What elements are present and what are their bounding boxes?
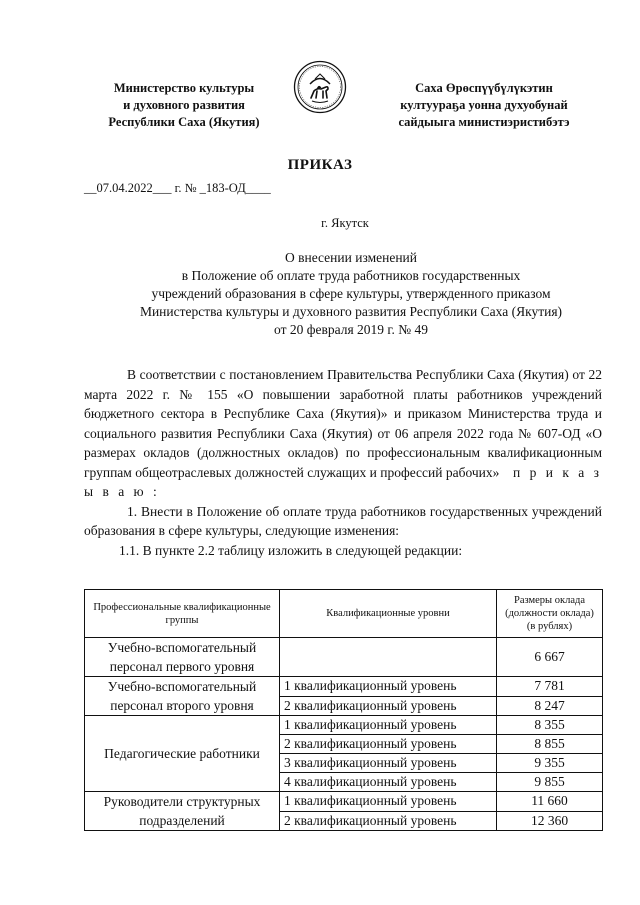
document-city: г. Якутск xyxy=(321,216,369,230)
subject-line: от 20 февраля 2019 г. № 49 xyxy=(274,322,428,337)
table-row xyxy=(85,716,603,735)
level-cell xyxy=(280,638,497,677)
clause-1: 1. Внести в Положение об оплате труда работников государственных учреждений образования в сфере культуры, следующие изменения: xyxy=(84,503,602,538)
subject-line: Министерства культуры и духовного развития Республики Саха (Якутия) xyxy=(139,304,563,319)
document-number: __07.04.2022___ г. № _183-ОД____ xyxy=(84,181,271,195)
level-cell: 3 квалификационный уровень xyxy=(280,754,497,773)
preamble-paragraph xyxy=(84,365,602,502)
subject-line: О внесении изменений xyxy=(284,250,418,265)
ministry-name-sakha-line: сайдыыга министиэристибэтэ xyxy=(398,115,570,129)
preamble-text: В соответствии с постановлением Правительства Республики Саха (Якутия) от 22 марта 2022 г. № 155 «О повышении заработной платы работников учреждений бюджетного сектора в Республике Саха (Якутия)» и приказом Министерства труда и социального развития Республики Саха (Якутия) от 06 апреля 2022 года № 607-ОД «О размерах окладов (должностных окладов) по профессиональным квалификационным группам общеотраслевых должностей служащих и профессий рабочих» xyxy=(84,367,602,480)
subject-line: в Положение об оплате труда работников государственных xyxy=(181,268,521,283)
level-cell: 4 квалификационный уровень xyxy=(280,773,497,792)
ministry-name-sakha-line: култуураҕа уонна духуобунай xyxy=(400,98,568,112)
level-cell: 2 квалификационный уровень xyxy=(280,696,497,716)
level-cell: 1 квалификационный уровень xyxy=(280,677,497,697)
salary-cell: 12 360 xyxy=(497,811,603,831)
level-cell: 2 квалификационный уровень xyxy=(280,735,497,754)
ministry-name-sakha xyxy=(364,80,604,131)
level-cell: 1 квалификационный уровень xyxy=(280,716,497,735)
ministry-name-ru-line: и духовного развития xyxy=(123,98,245,112)
group-cell: Учебно-вспомогательный персонал первого уровня xyxy=(85,638,280,677)
document-subject xyxy=(96,249,606,339)
table-row xyxy=(85,677,603,697)
republic-emblem-icon xyxy=(293,60,347,114)
table-header-row xyxy=(85,590,603,638)
document-title: ПРИКАЗ xyxy=(287,157,353,173)
salary-cell: 8 355 xyxy=(497,716,603,735)
ministry-name-ru-line: Министерство культуры xyxy=(113,81,255,95)
header-level: Квалификационные уровни xyxy=(280,590,497,638)
salary-table xyxy=(84,589,603,831)
ministry-name-ru xyxy=(84,80,284,131)
clause-1-1: 1.1. В пункте 2.2 таблицу изложить в следующей редакции: xyxy=(119,542,463,558)
level-cell: 1 квалификационный уровень xyxy=(280,792,497,812)
salary-cell: 9 355 xyxy=(497,754,603,773)
salary-cell: 6 667 xyxy=(497,638,603,677)
ministry-name-sakha-line: Саха Өрөспүүбүлүкэтин xyxy=(415,81,553,95)
salary-cell: 11 660 xyxy=(497,792,603,812)
table-row xyxy=(85,792,603,812)
level-cell: 2 квалификационный уровень xyxy=(280,811,497,831)
salary-cell: 8 855 xyxy=(497,735,603,754)
table-row xyxy=(85,638,603,677)
salary-cell: 9 855 xyxy=(497,773,603,792)
order-keyword: п р и к а з ы в а ю : xyxy=(84,464,602,499)
header-group: Профессиональные квалификационные группы xyxy=(85,590,280,638)
group-cell: Учебно-вспомогательный персонал второго уровня xyxy=(85,677,280,716)
group-cell: Педагогические работники xyxy=(85,716,280,792)
ministry-name-ru-line: Республики Саха (Якутия) xyxy=(108,115,260,129)
salary-cell: 8 247 xyxy=(497,696,603,716)
subject-line: учреждений образования в сфере культуры, утвержденного приказом xyxy=(151,286,551,301)
salary-cell: 7 781 xyxy=(497,677,603,697)
header-salary: Размеры оклада (должности оклада) (в рублях) xyxy=(497,590,603,638)
group-cell: Руководители структурных подразделений xyxy=(85,792,280,831)
document-body xyxy=(84,365,602,560)
